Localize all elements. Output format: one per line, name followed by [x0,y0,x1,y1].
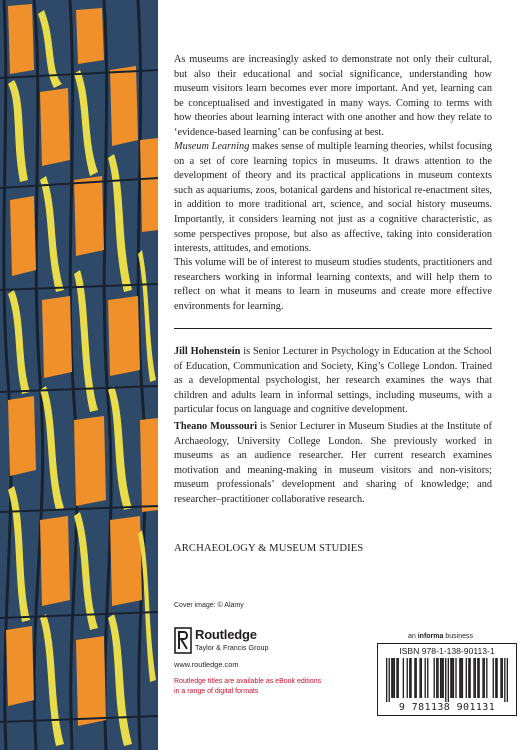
barcode-bar [495,658,496,698]
barcode-bar [493,658,494,698]
barcode-bar [445,658,446,702]
subject-category: ARCHAEOLOGY & MUSEUM STUDIES [174,543,364,554]
barcode-bar [427,658,428,698]
author-bio-2 [174,420,492,508]
author-name: Theano Moussouri [174,421,258,432]
isbn-barcode [377,643,517,716]
barcode-bar [425,658,426,698]
barcode-bar [482,658,483,698]
barcode-bar [443,658,444,698]
informa-suffix: business [443,633,473,640]
publisher-name: Routledge [195,627,257,642]
barcode-bar [496,658,497,698]
author-bio-text: is Senior Lecturer in Psychology in Education at the School of Education, Communication and Society, King’s College London. Trained as a developmental psychologist, her research examines the ways that children and adults learn in informal settings, including museums, with a particular focus on language and cognitive development. [174,346,492,416]
barcode-bar [436,658,437,698]
barcode-bar [440,658,441,698]
barcode-bar [392,658,393,698]
barcode-bar [448,658,449,702]
ebook-availability-note: Routledge titles are available as eBook editions in a range of digital formats [174,678,322,695]
author-bio-1 [174,345,492,418]
barcode-bar [453,658,454,698]
barcode-bar [434,658,435,698]
barcode-bar [394,658,395,698]
barcode-bar [389,658,390,702]
barcode-bar [475,658,476,698]
cover-image-credit: Cover image: © Alamy [174,602,244,609]
blurb-paragraph-2-text: makes sense of multiple learning theories, whilst focusing on a set of core learning topics in museums. It draws attention to the development of theory and its practical applications in museum contexts such as aquariums, zoos, botanical gardens and historical re-enactment sites, in addition to more traditional art, science, and social history museums. Importantly, it considers learning not just as a cognitive characteristic, as some perspectives propose, but also as affective, taking into consideration interests, attitudes, and emotions. [174,141,492,255]
barcode-bar [451,658,452,698]
informa-brand: informa [417,633,444,640]
barcode-bar [403,658,404,698]
publisher-logo [174,627,294,657]
author-bio-text: is Senior Lecturer in Museum Studies at the Institute of Archaeology, University College London. She previously worked in museums as an audience researcher. Her current research examines motivation and meaning-making in museum visitors and non-visitors; museum professionals’ development and sharing of knowledge; and researcher–practitioner collaborative research. [174,421,492,505]
barcode-bar [478,658,479,698]
barcode-bar [502,658,503,698]
barcode-bar [473,658,474,698]
informa-prefix: an [408,633,418,640]
barcode-bar [407,658,408,698]
book-title: Museum Learning [174,141,250,152]
barcode-bar [469,658,470,698]
blurb-paragraph-3: This volume will be of interest to museum studies students, practitioners and researchers working in informal learning contexts, and will help them to reflect on what it means to learn in museums and create more effective environments for learning. [174,257,492,312]
barcode-bar [484,658,485,698]
informa-business-tag [408,633,473,640]
barcode-bar [409,658,410,698]
publisher-group: Taylor & Francis Group [195,643,269,652]
barcode-digits: 9 781138 901131 [398,702,496,713]
barcode-bars [386,658,508,702]
blurb-paragraph-1: As museums are increasingly asked to demonstrate not only their cultural, but also their educational and social significance, understanding how museum visitors learn becomes ever more important. And yet, learning can be conceptualised and investigated in many ways. Coming to terms with how theories about learning interact with one another and how they relate to ‘evidence-based learning’ can be confusing at best. [174,54,492,138]
barcode-bar [466,658,467,698]
barcode-bar [398,658,399,698]
section-divider [174,328,492,329]
barcode-bar [486,658,487,698]
barcode-bar [410,658,411,698]
barcode-bar [421,658,422,698]
barcode-bar [507,658,508,702]
blurb-paragraph-2 [174,140,492,257]
barcode-bar [416,658,417,698]
barcode-bar [437,658,438,698]
barcode-bar [477,658,478,698]
barcode-bar [504,658,505,702]
barcode-bar [450,658,451,698]
barcode-bar [419,658,420,698]
barcode-bar [441,658,442,698]
barcode-bar [414,658,415,698]
isbn-number: ISBN 978-1-138-90113-1 [399,646,495,656]
barcode-bar [468,658,469,698]
barcode-bar [391,658,392,698]
barcode-bar [500,658,501,698]
barcode-bar [460,658,461,698]
publisher-website: www.routledge.com [174,660,239,669]
routledge-r-icon [174,627,192,654]
barcode-bar [396,658,397,698]
author-name: Jill Hohenstein [174,346,241,357]
barcode-bar [462,658,463,698]
cover-art-strip [0,0,158,750]
barcode-bar [455,658,456,698]
barcode-bar [459,658,460,698]
barcode-bar [386,658,387,702]
